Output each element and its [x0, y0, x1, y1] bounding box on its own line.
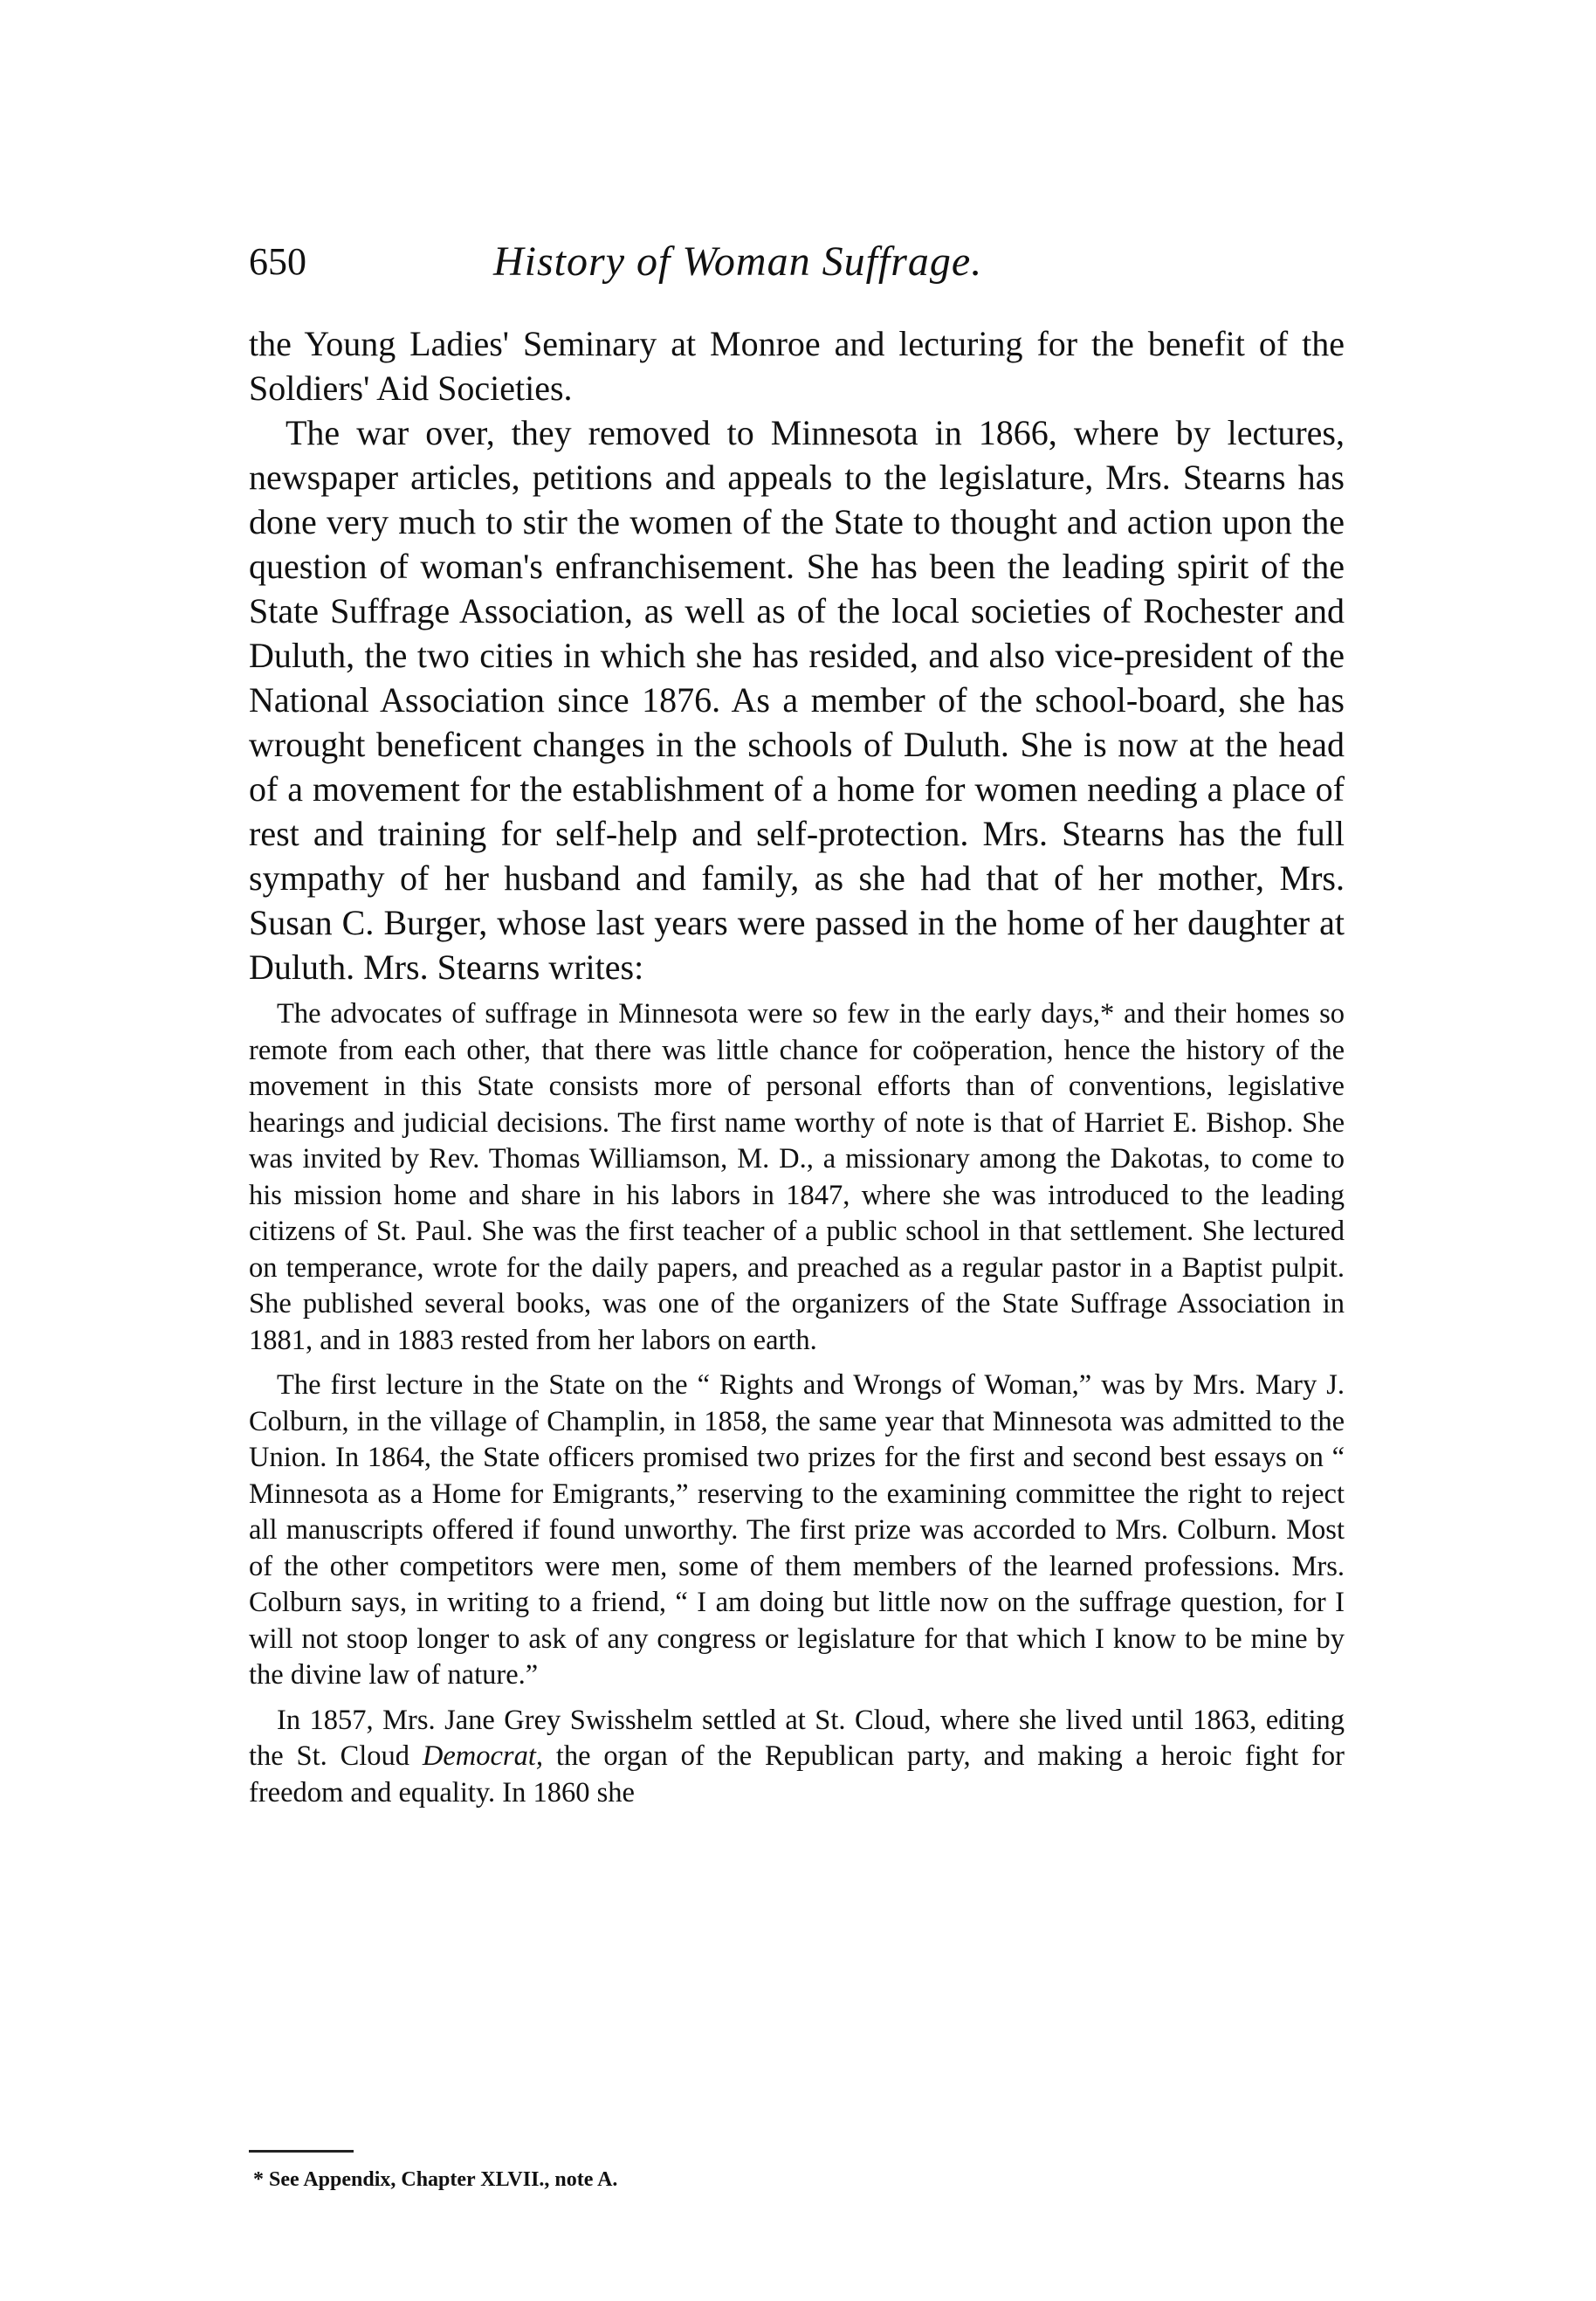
quoted-extract: [249, 996, 1345, 1811]
extract-text: the organ of the Republican party, and making a heroic fight for freedom and equality. In 1860 she: [249, 1740, 1345, 1808]
footnote: * See Appendix, Chapter XLVII., note A.: [253, 2168, 618, 2191]
footnote-rule: [249, 2150, 354, 2153]
extract-paragraph: The advocates of suffrage in Minnesota were so few in the early days,* and their homes so remote from each other, that there was little chance for coöperation, hence the history of the movement in this State consists more of personal efforts than of conventions, legislative hearings and judicial decisions. The first name worthy of note is that of Harriet E. Bishop. She was invited by Rev. Thomas Williamson, M. D., a missionary among the Dakotas, to come to his mission home and share in his labors in 1847, where she was introduced to the leading citizens of St. Paul. She was the first teacher of a public school in that settlement. She lectured on temperance, wrote for the daily papers, and preached as a regular pastor in a Baptist pulpit. She published several books, was one of the organizers of the State Suffrage Association in 1881, and in 1883 rested from her labors on earth.: [249, 998, 1345, 1356]
running-title: History of Woman Suffrage.: [493, 238, 983, 285]
body-paragraph: the Young Ladies' Seminary at Monroe and lecturing for the benefit of the Soldiers' Aid Societies.: [249, 324, 1345, 408]
body-paragraph: The war over, they removed to Minnesota in 1866, where by lectures, newspaper articles, petitions and appeals to the legislature, Mrs. Stearns has done very much to stir the women of the State to thought and action upon the question of woman's enfranchisement. She has been the leading spirit of the State Suffrage Association, as well as of the local societies of Rochester and Duluth, the two cities in which she has resided, and also vice-president of the National Association since 1876. As a member of the school-board, she has wrought beneficent changes in the schools of Duluth. She is now at the head of a movement for the establishment of a home for women needing a place of rest and training for self-help and self-protection. Mrs. Stearns has the full sympathy of her husband and family, as she had that of her mother, Mrs. Susan C. Burger, whose last years were passed in the home of her daughter at Duluth. Mrs. Stearns writes:: [249, 413, 1345, 987]
newspaper-title: Democrat,: [422, 1740, 543, 1772]
extract-paragraph: The first lecture in the State on the “ Rights and Wrongs of Woman,” was by Mrs. Mary J. Colburn, in the village of Champlin, in 1858, the same year that Minnesota was admitted to the Union. In 1864, the State officers promised two prizes for the first and second best essays on “ Minnesota as a Home for Emigrants,” reserving to the examining committee the right to reject all manuscripts offered if found unworthy. The first prize was accorded to Mrs. Colburn. Most of the other competitors were men, some of them members of the learned professions. Mrs. Colburn says, in writing to a friend, “ I am doing but little now on the suffrage question, for I will not stoop longer to ask of any congress or legislature for that which I know to be mine by the divine law of nature.”: [249, 1369, 1345, 1691]
running-head: [249, 236, 1345, 297]
extract-text: In 1857, Mrs. Jane Grey Swisshelm settled at St. Cloud, where she lived until 1863, editing the St. Cloud: [249, 1704, 1345, 1772]
main-text: [249, 321, 1345, 1811]
page-number: 650: [249, 240, 306, 283]
extract-paragraph: [249, 1703, 1345, 1812]
